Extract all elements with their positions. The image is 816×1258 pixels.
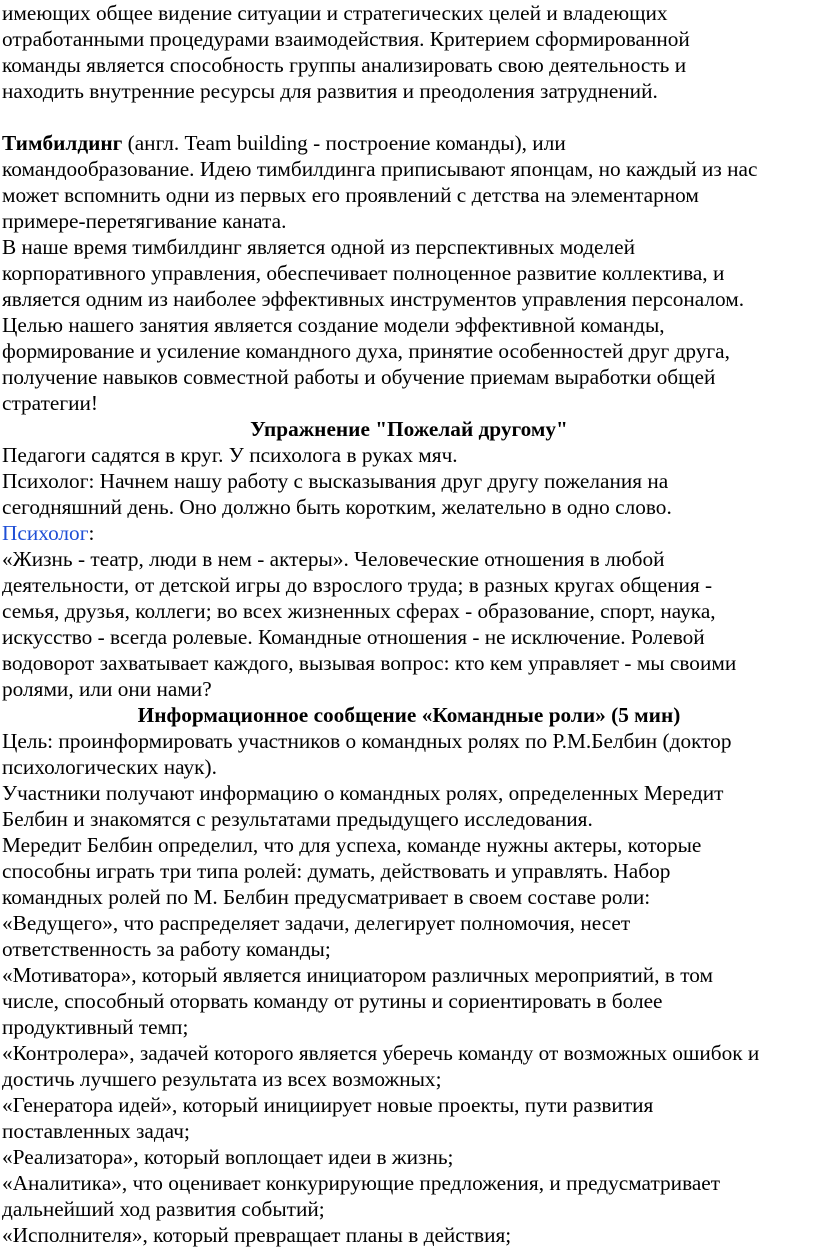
info-heading: Информационное сообщение «Командные роли» (5 мин) <box>137 703 681 727</box>
text-line: Белбин и знакомятся с результатами предыдущего исследования. <box>2 807 593 831</box>
text-line: Целью нашего занятия является создание модели эффективной команды, <box>2 313 665 337</box>
text-line: сегодняшний день. Оно должно быть коротким, желательно в одно слово. <box>2 495 672 519</box>
text-line: ответственность за работу команды; <box>2 937 331 961</box>
text-line: продуктивный темп; <box>2 1015 189 1039</box>
text-line: команды является способность группы анализировать свою деятельность и <box>2 53 687 77</box>
text-line: психологических наук). <box>2 755 217 779</box>
text-line: является одним из наиболее эффективных инструментов управления персоналом. <box>2 287 745 311</box>
psychologist-link[interactable]: Психолог <box>2 521 89 545</box>
text-line: В наше время тимбилдинг является одной из перспективных моделей <box>2 235 635 259</box>
text-line: примере-перетягивание каната. <box>2 209 287 233</box>
text-line: Мередит Белбин определил, что для успеха, команде нужны актеры, которые <box>2 833 702 857</box>
text-line: находить внутренние ресурсы для развития и преодоления затруднений. <box>2 79 658 103</box>
text-line: корпоративного управления, обеспечивает полноценное развитие коллектива, и <box>2 261 725 285</box>
text-line: «Контролера», задачей которого является уберечь команду от возможных ошибок и <box>2 1041 760 1065</box>
speaker-line <box>2 520 816 546</box>
text-line: достичь лучшего результата из всех возможных; <box>2 1067 442 1091</box>
text-line: может вспомнить одни из первых его проявлений с детства на элементарном <box>2 183 699 207</box>
text-line: «Исполнителя», который превращает планы в действия; <box>2 1223 512 1247</box>
text-line: Участники получают информацию о командных ролях, определенных Мередит <box>2 781 724 805</box>
text-line: Цель: проинформировать участников о командных ролях по Р.М.Белбин (доктор <box>2 729 732 753</box>
document-body <box>2 0 816 1248</box>
text-line: деятельности, от детской игры до взрослого труда; в разных кругах общения - <box>2 573 713 597</box>
term-teambuilding: Тимбилдинг <box>2 131 123 155</box>
text-line: получение навыков совместной работы и обучение приемам выработки общей <box>2 365 716 389</box>
text-line: дальнейший ход развития событий; <box>2 1197 325 1221</box>
text-line: числе, способный оторвать команду от рутины и сориентировать в более <box>2 989 663 1013</box>
text-line: отработанными процедурами взаимодействия. Критерием сформированной <box>2 27 690 51</box>
text-line: «Генератора идей», который инициирует новые проекты, пути развития <box>2 1093 654 1117</box>
text-span: (англ. Team building - построение команды), или <box>122 131 566 155</box>
text-line: искусство - всегда ролевые. Командные отношения - не исключение. Ролевой <box>2 625 705 649</box>
exercise-heading: Упражнение "Пожелай другому" <box>250 417 568 441</box>
text-line: «Реализатора», который воплощает идеи в жизнь; <box>2 1145 454 1169</box>
text-line: «Ведущего», что распределяет задачи, делегирует полномочия, несет <box>2 911 631 935</box>
paragraph-gap <box>2 104 816 130</box>
text-line: формирование и усиление командного духа, принятие особенностей друг друга, <box>2 339 730 363</box>
text-line: «Мотиватора», который является инициатором различных мероприятий, в том <box>2 963 713 987</box>
text-line: командных ролей по М. Белбин предусматривает в своем составе роли: <box>2 885 651 909</box>
text-line: семья, друзья, коллеги; во всех жизненных сферах - образование, спорт, наука, <box>2 599 716 623</box>
teambuilding-definition <box>2 130 816 156</box>
text-line: Педагоги садятся в круг. У психолога в руках мяч. <box>2 443 458 467</box>
text-line: «Аналитика», что оценивает конкурирующие предложения, и предусматривает <box>2 1171 721 1195</box>
text-line: поставленных задач; <box>2 1119 190 1143</box>
text-line: «Жизнь - театр, люди в нем - актеры». Человеческие отношения в любой <box>2 547 665 571</box>
text-line: способны играть три типа ролей: думать, действовать и управлять. Набор <box>2 859 671 883</box>
text-line: стратегии! <box>2 391 98 415</box>
text-line: водоворот захватывает каждого, вызывая вопрос: кто кем управляет - мы своими <box>2 651 737 675</box>
text-line: Психолог: Начнем нашу работу с высказывания друг другу пожелания на <box>2 469 669 493</box>
text-line: ролями, или они нами? <box>2 677 212 701</box>
text-span: : <box>88 521 95 545</box>
text-line: командообразование. Идею тимбилдинга приписывают японцам, но каждый из нас <box>2 157 758 181</box>
text-line: имеющих общее видение ситуации и стратегических целей и владеющих <box>2 1 668 25</box>
